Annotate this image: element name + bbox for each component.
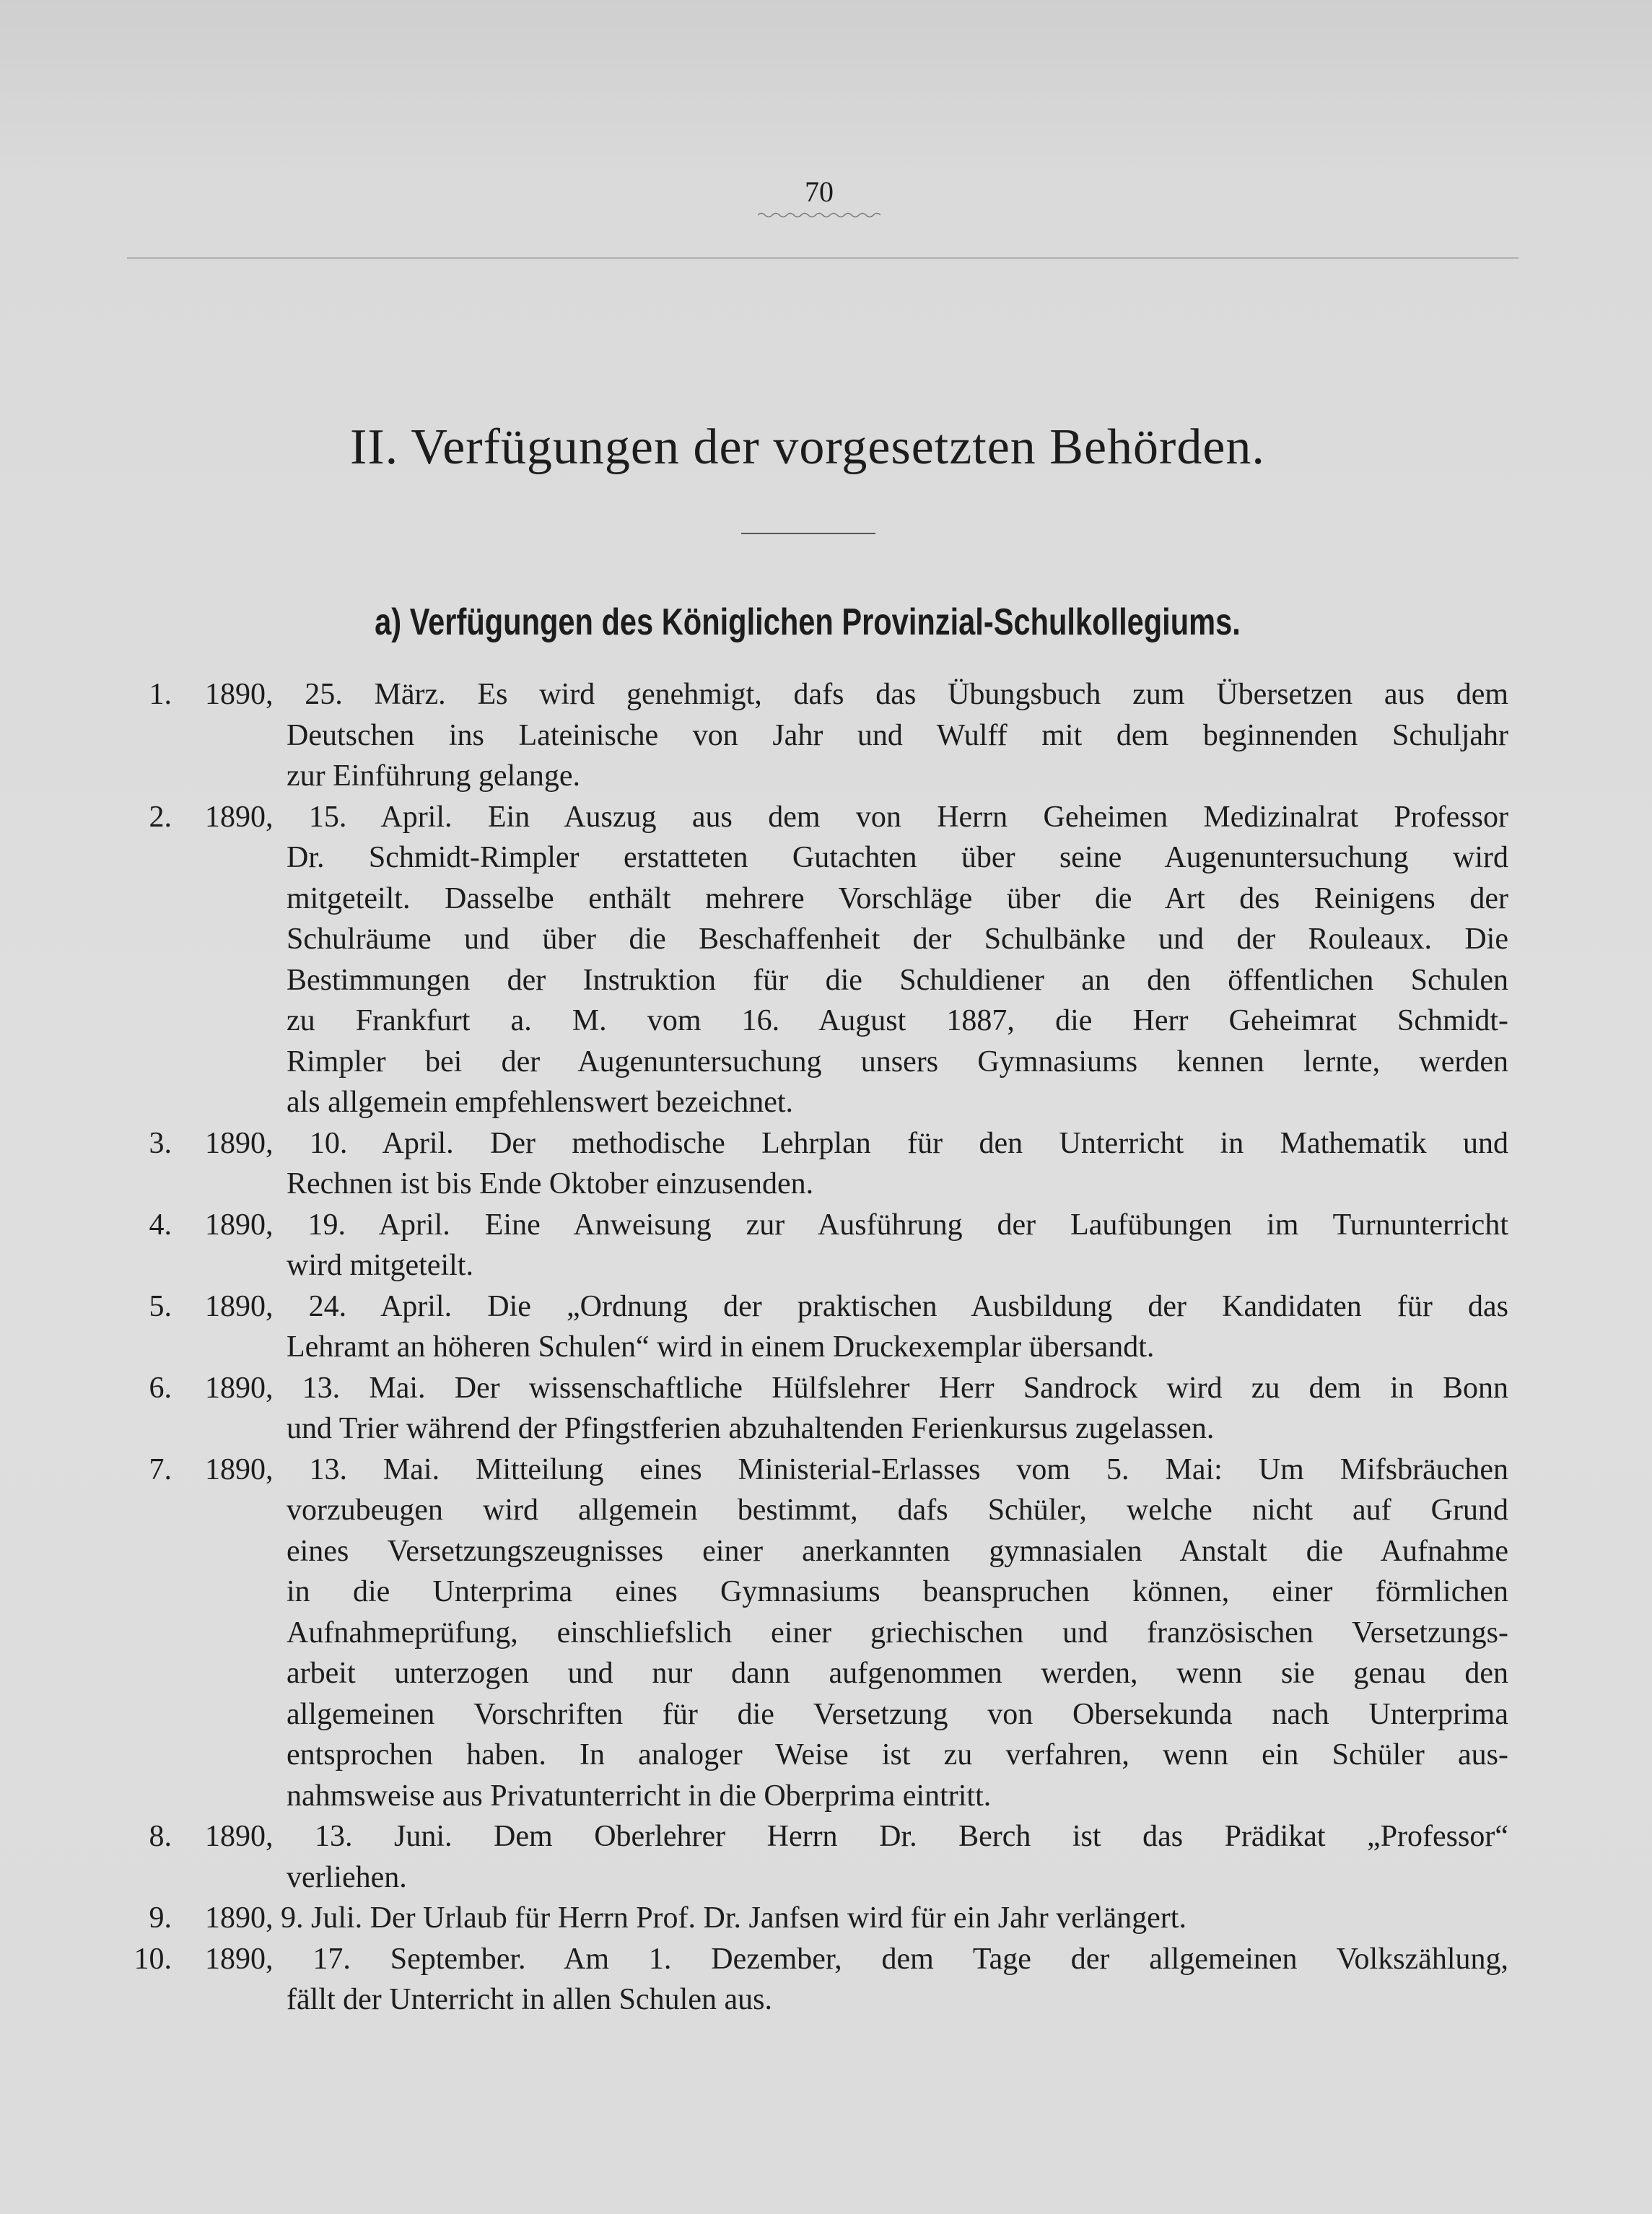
item-text-line: 1890, 19. April. Eine Anweisung zur Ausführung der Laufübungen im Turnunterricht [205,1208,1508,1242]
list-item-continuation [0,1776,1652,1817]
item-number: 3. [149,1126,172,1160]
item-text-line: 1890, 24. April. Die „Ordnung der praktischen Ausbildung der Kandidaten für das [205,1289,1508,1323]
list-item-continuation [0,1042,1652,1083]
item-text-line: Rechnen ist bis Ende Oktober einzusenden. [287,1167,814,1200]
item-text-line: fällt der Unterricht in allen Schulen aus. [287,1983,772,2016]
list-item-continuation [0,1979,1652,2021]
item-number: 7. [149,1452,172,1486]
list-item-continuation [0,756,1652,797]
item-text-line: und Trier während der Pfingstferien abzuhaltenden Ferienkursus zugelassen. [287,1412,1215,1445]
item-text-line: Rimpler bei der Augenuntersuchung unsers Gymnasiums kennen lernte, werden [287,1045,1508,1078]
item-text-line: 1890, 13. Mai. Der wissenschaftliche Hülfslehrer Herr Sandrock wird zu dem in Bonn [205,1371,1508,1405]
item-text-line: 1890, 17. September. Am 1. Dezember, dem Tage der allgemeinen Volkszählung, [205,1942,1508,1976]
item-text-line: vorzubeugen wird allgemein bestimmt, dafs Schüler, welche nicht auf Grund [287,1494,1508,1527]
item-text-line: zur Einführung gelange. [287,759,581,793]
decree-list [0,674,1652,2021]
item-number: 8. [149,1820,172,1853]
item-text-line: mitgeteilt. Dasselbe enthält mehrere Vorschläge über die Art des Reinigens der [287,881,1508,915]
item-text-line: Lehramt an höheren Schulen“ wird in einem Druckexemplar übersandt. [287,1330,1155,1364]
list-item-continuation [0,1653,1652,1694]
list-item-continuation [0,1164,1652,1205]
item-text-line: 1890, 10. April. Der methodische Lehrplan für den Unterricht in Mathematik und [205,1126,1508,1160]
item-number: 9. [149,1901,172,1935]
list-item-continuation [0,1490,1652,1531]
item-text-line: verliehen. [287,1860,407,1894]
item-text-line: 1890, 15. April. Ein Auszug aus dem von Herrn Geheimen Medizinalrat Professor [205,800,1508,834]
list-item-continuation [0,1613,1652,1654]
item-text-line: wird mitgeteilt. [287,1249,473,1282]
item-text-line: eines Versetzungszeugnisses einer anerkannten gymnasialen Anstalt die Aufnahme [287,1534,1508,1568]
item-text-line: 1890, 13. Mai. Mitteilung eines Ministerial-Erlasses vom 5. Mai: Um Mifsbräuchen [205,1452,1508,1486]
item-number: 4. [149,1208,172,1242]
item-text-line: Dr. Schmidt-Rimpler erstatteten Gutachten über seine Augenuntersuchung wird [287,841,1508,874]
item-number: 5. [149,1289,172,1323]
list-item-continuation [0,1001,1652,1042]
list-item [0,1939,1652,1980]
list-item-continuation [0,879,1652,920]
title-divider [741,533,875,534]
list-item-continuation [0,1735,1652,1776]
item-text-line: Deutschen ins Lateinische von Jahr und Wulff mit dem beginnenden Schuljahr [287,718,1508,752]
list-item [0,1205,1652,1246]
list-item [0,1898,1652,1939]
list-item [0,1816,1652,1857]
item-text-line: 1890, 13. Juni. Dem Oberlehrer Herrn Dr. Berch ist das Prädikat „Professor“ [205,1820,1508,1853]
item-text-line: entsprochen haben. In analoger Weise ist zu verfahren, wenn ein Schüler aus- [287,1738,1508,1771]
item-text-line: zu Frankfurt a. M. vom 16. August 1887, die Herr Geheimrat Schmidt- [287,1004,1508,1037]
list-item-continuation [0,1327,1652,1368]
list-item [0,674,1652,715]
list-item [0,1123,1652,1164]
item-number: 6. [149,1371,172,1405]
list-item-continuation [0,1857,1652,1899]
header-rule [127,257,1518,259]
list-item [0,1368,1652,1409]
page-number: 70 [805,175,834,208]
item-number: 10. [134,1942,172,1976]
list-item [0,1286,1652,1328]
list-item-continuation [0,1245,1652,1286]
item-number: 1. [149,678,172,711]
list-item-continuation [0,1572,1652,1613]
item-text-line: arbeit unterzogen und nur dann aufgenommen werden, wenn sie genau den [287,1657,1508,1690]
item-text-line: Bestimmungen der Instruktion für die Schuldiener an den öffentlichen Schulen [287,963,1508,997]
item-text-line: Aufnahmeprüfung, einschliefslich einer griechischen und französischen Versetzungs- [287,1616,1508,1649]
list-item-continuation [0,1531,1652,1572]
ornament-wave [758,211,880,219]
list-item [0,1450,1652,1491]
list-item [0,797,1652,838]
item-text-line: als allgemein empfehlenswert bezeichnet. [287,1086,794,1119]
item-text-line: allgemeinen Vorschriften für die Versetzung von Obersekunda nach Unterprima [287,1697,1508,1731]
item-text-line: in die Unterprima eines Gymnasiums beanspruchen können, einer förmlichen [287,1575,1508,1608]
section-title: II. Verfügungen der vorgesetzten Behörden. [350,419,1265,475]
list-item-continuation [0,837,1652,879]
item-number: 2. [149,800,172,834]
list-item-continuation [0,1408,1652,1450]
list-item-continuation [0,1694,1652,1735]
list-item-continuation [0,960,1652,1001]
item-text-line: Schulräume und über die Beschaffenheit der Schulbänke und der Rouleaux. Die [287,923,1508,956]
list-item-continuation [0,919,1652,960]
item-text-line: 1890, 9. Juli. Der Urlaub für Herrn Prof. Dr. Janfsen wird für ein Jahr verlängert. [205,1901,1186,1935]
list-item-continuation [0,715,1652,757]
list-item-continuation [0,1082,1652,1123]
item-text-line: 1890, 25. März. Es wird genehmigt, dafs das Übungsbuch zum Übersetzen aus dem [205,678,1508,711]
item-text-line: nahmsweise aus Privatunterricht in die Oberprima eintritt. [287,1779,992,1813]
subsection-title: a) Verfügungen des Königlichen Provinzial-Schulkollegiums. [375,601,1241,643]
